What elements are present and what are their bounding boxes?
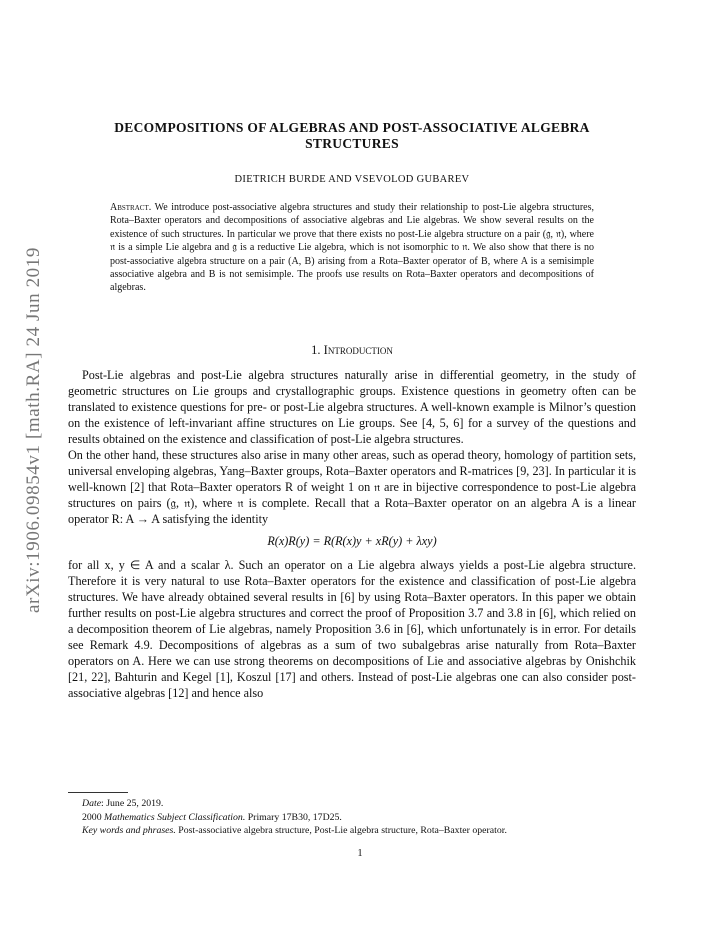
footnotes: [68, 792, 636, 838]
page-number: 1: [357, 848, 363, 859]
arxiv-id: arXiv:1906.09854v1 [math.RA] 24 Jun 2019: [23, 247, 44, 613]
paper-authors: DIETRICH BURDE AND VSEVOLOD GUBAREV: [234, 174, 470, 185]
abstract-label: Abstract.: [110, 202, 152, 213]
paragraph: On the other hand, these structures also arise in many other areas, such as operad theory, homology of partition sets, universal enveloping algebras, Yang–Baxter groups, Rota–Baxter operators and R-matrices [9, 23]. In particular it is well-known [2] that Rota–Baxter operators R of weight 1 on 𝔫 are in bijective correspondence to post-Lie algebra structures on pairs (𝔤, 𝔫), where 𝔫 is complete. Recall that a Rota–Baxter operator on an algebra A is a linear operator R: A → A satisfying the identity: [68, 447, 636, 526]
abstract-text: We introduce post-associative algebra structures and study their relationship to post-Lie algebra structures, Rota–Baxter operators and decompositions of associative algebras and Lie algebras. We show several results on the existence of such structures. In particular we prove that there exists no post-Lie algebra structure on a pair (𝔤, 𝔫), where 𝔫 is a simple Lie algebra and 𝔤 is a reductive Lie algebra, which is not isomorphic to 𝔫. We also show that there is no post-associative algebra structure on a pair (A, B) arising from a Rota–Baxter operator of B, where A is a semisimple associative algebra and B is not semisimple. The proofs use results on Rota–Baxter operators and decompositions of algebras.: [110, 202, 594, 294]
paper-title: DECOMPOSITIONS OF ALGEBRAS AND POST-ASSOCIATIVE ALGEBRA STRUCTURES: [114, 120, 590, 151]
arxiv-identifier-stamp: [20, 210, 48, 650]
paragraph: for all x, y ∈ A and a scalar λ. Such an operator on a Lie algebra always yields a post-Lie algebra structure. Therefore it is very natural to use Rota–Baxter operators for the existence and classification of post-Lie algebra structures. We have already obtained several results in [6] by using Rota–Baxter operators. In this paper we obtain further results on post-Lie algebra structures and correct the proof of Proposition 3.7 and 3.8 in [6], which relied on a decomposition theorem of Lie algebras, namely Proposition 3.6 in [6], which unfortunately is in error. For details see Remark 4.9. Decompositions of algebras as a sum of two subalgebras arise naturally from Rota–Baxter operators on A. Here we can use strong theorems on decompositions of Lie and associative algebras by Onishchik [21, 22], Bahturin and Kegel [1], Koszul [17] and others. Instead of post-Lie algebras one can also consider post-associative algebras [12] and hence also: [68, 557, 636, 700]
paper-page: [68, 120, 636, 701]
footnote-msc: 2000 Mathematics Subject Classification. Primary 17B30, 17D25.: [82, 811, 342, 823]
footnote-keywords: Key words and phrases. Post-associative algebra structure, Post-Lie algebra structure, Rota–Baxter operator.: [82, 825, 507, 836]
abstract: [110, 201, 594, 295]
paragraph: Post-Lie algebras and post-Lie algebra structures naturally arise in differential geometry, in the study of geometric structures on Lie groups and crystallographic groups. Existence questions in geometry often can be translated to existence questions for pre- or post-Lie algebra structures. A well-known example is Milnor’s question on the existence of left-invariant affine structures on Lie groups. See [4, 5, 6] for a survey of the questions and results obtained on the existence and classification of post-Lie algebra structures.: [68, 367, 636, 446]
section-heading: 1. Introduction: [311, 342, 393, 357]
footnote-date: Date: June 25, 2019.: [82, 798, 164, 809]
footnote-rule: [68, 792, 128, 793]
body-text: [68, 367, 636, 701]
equation: R(x)R(y) = R(R(x)y + xR(y) + λxy): [267, 533, 437, 548]
